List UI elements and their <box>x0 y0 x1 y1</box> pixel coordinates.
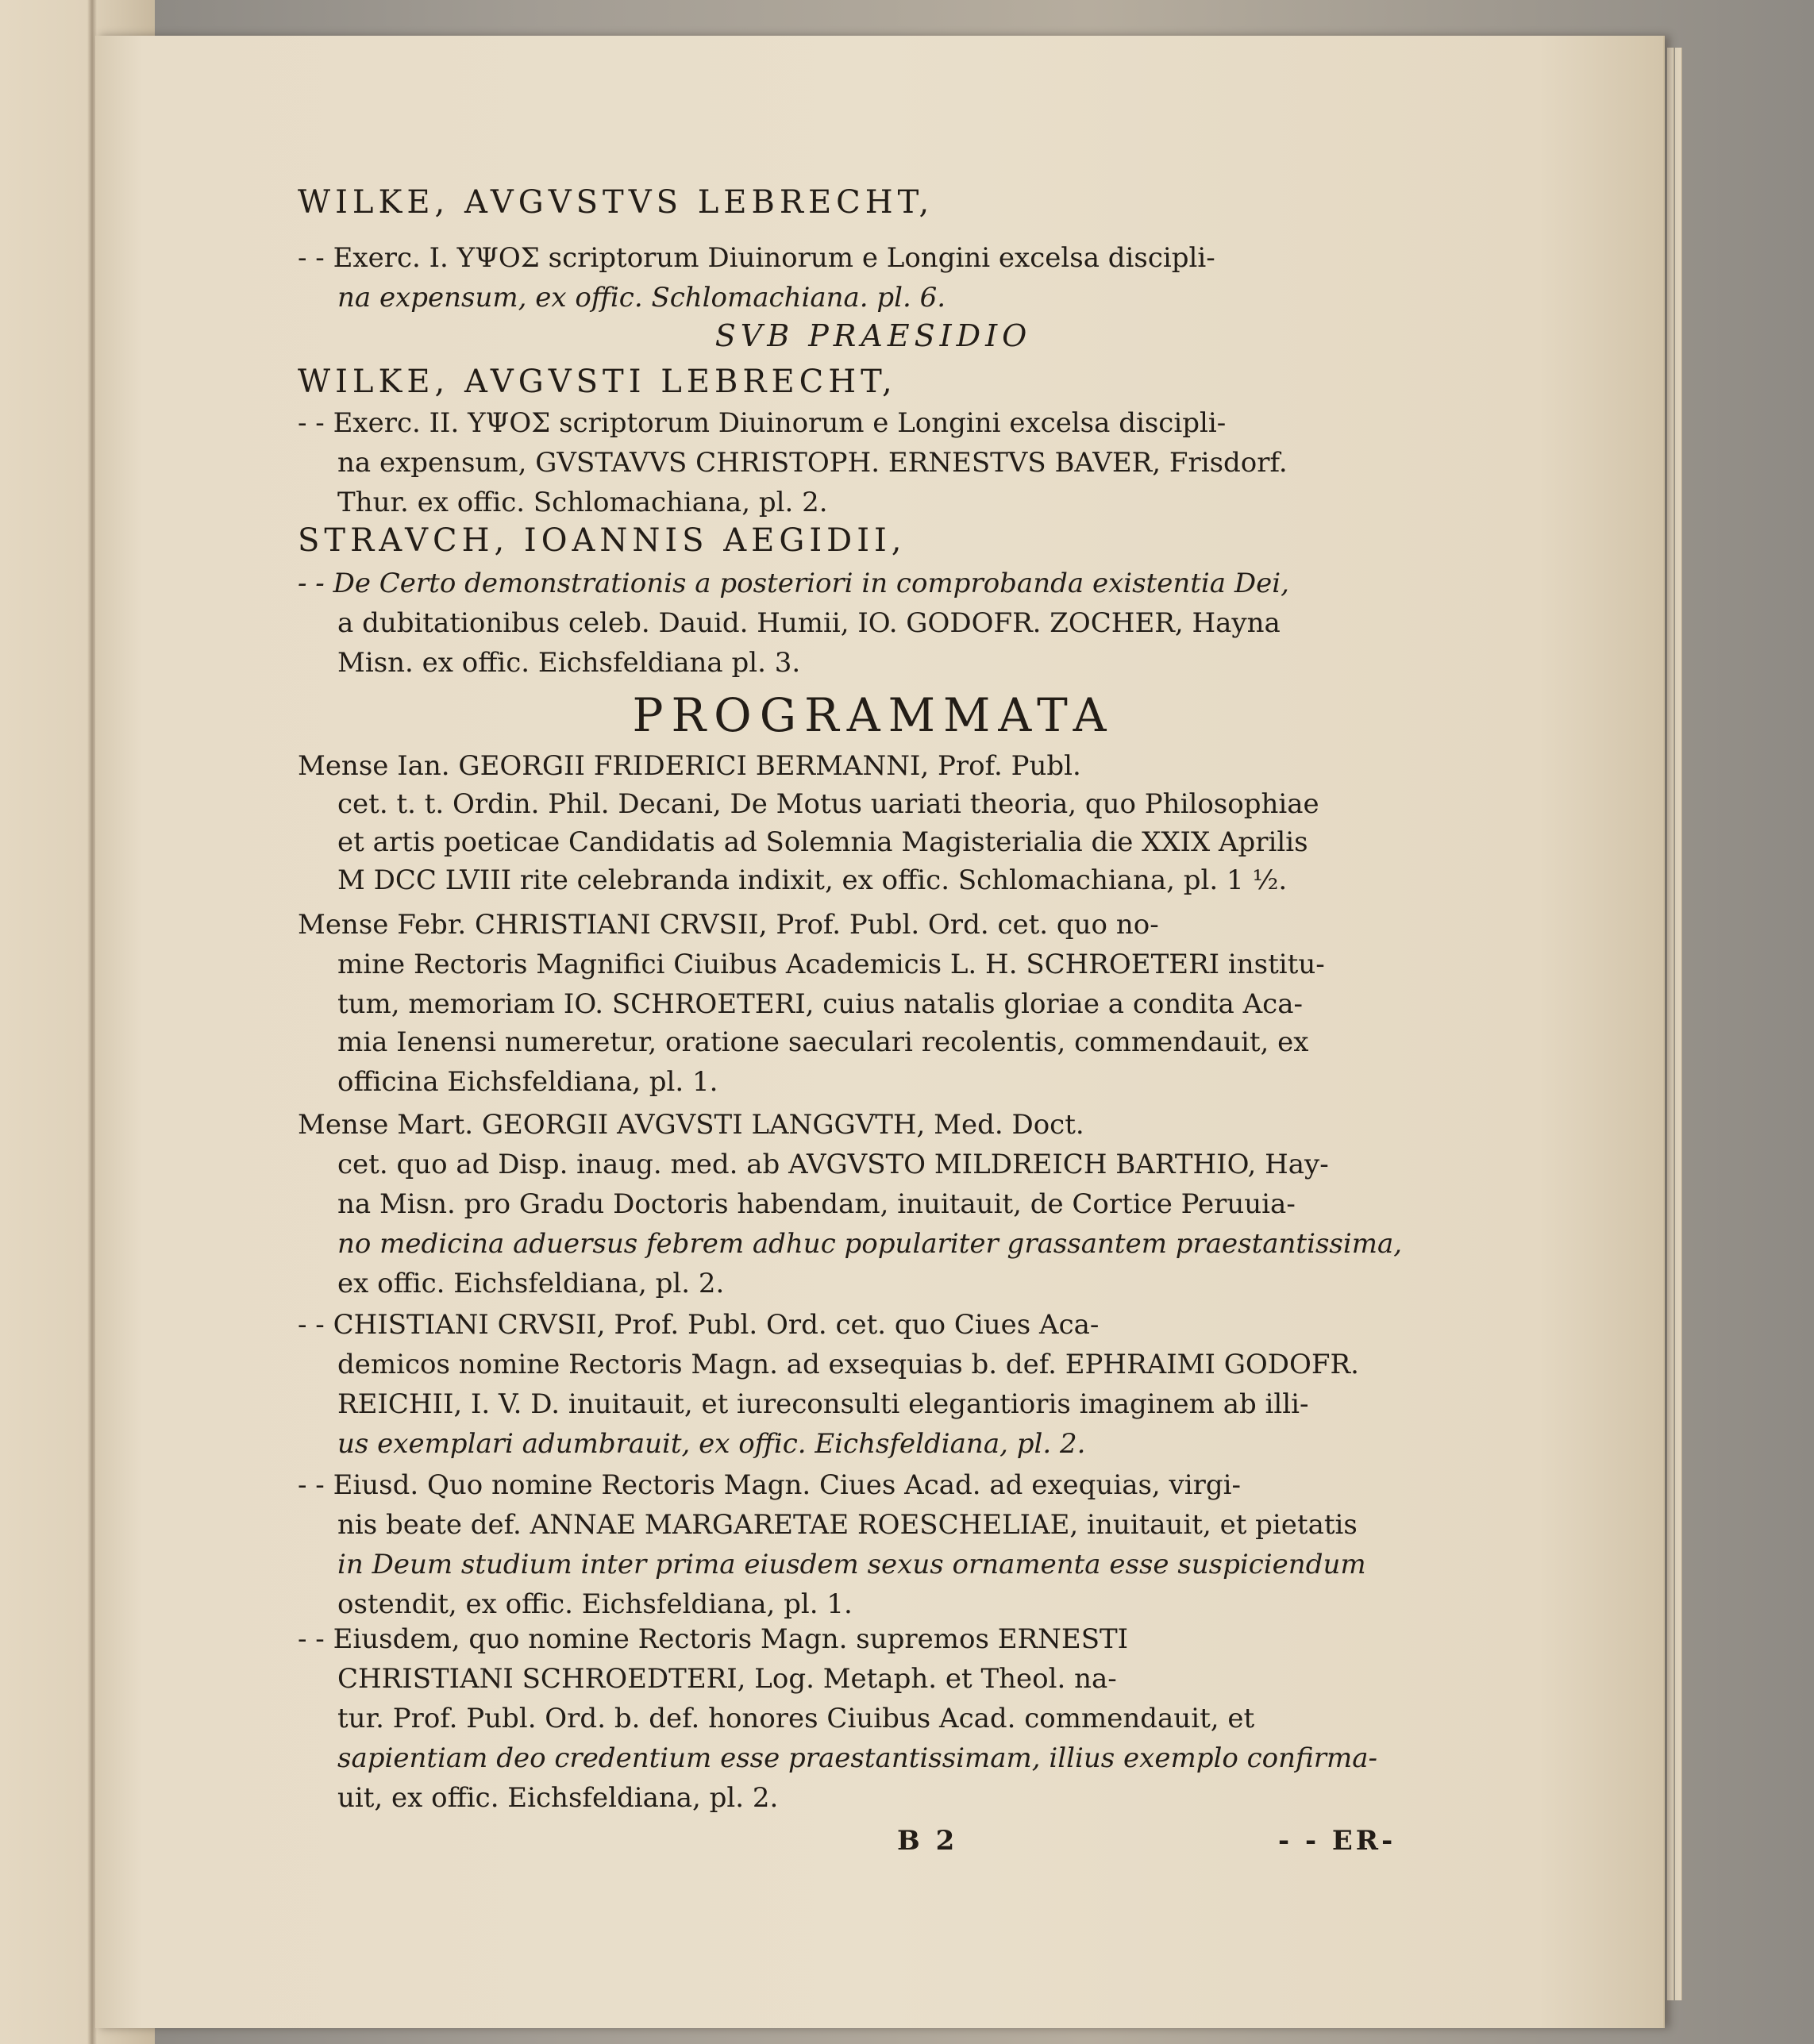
subheading: SVB PRAESIDIO <box>714 318 1032 353</box>
entry-author: WILKE, AVGVSTVS LEBRECHT, <box>298 184 934 221</box>
text-line: officina Eichsfeldiana, pl. 1. <box>337 1066 718 1098</box>
text-line: tum, memoriam IO. SCHROETERI, cuius natalis gloriae a condita Aca- <box>337 988 1303 1020</box>
text-line: et artis poeticae Candidatis ad Solemnia Magisterialia die XXIX Aprilis <box>337 826 1308 858</box>
text-line: - - CHISTIANI CRVSII, Prof. Publ. Ord. cet. quo Ciues Aca- <box>298 1309 1100 1341</box>
signature-mark: B 2 <box>897 1825 958 1857</box>
text-line: in Deum studium inter prima eiusdem sexus ornamenta esse suspiciendum <box>337 1549 1366 1580</box>
text-line: - - Eiusd. Quo nomine Rectoris Magn. Ciues Acad. ad exequias, virgi- <box>298 1469 1242 1501</box>
text-line: ostendit, ex offic. Eichsfeldiana, pl. 1. <box>337 1588 853 1620</box>
text-line: Mense Ian. GEORGII FRIDERICI BERMANNI, Prof. Publ. <box>298 750 1081 782</box>
text-line: us exemplari adumbrauit, ex offic. Eichsfeldiana, pl. 2. <box>337 1428 1086 1460</box>
text-line: - - Eiusdem, quo nomine Rectoris Magn. supremos ERNESTI <box>298 1623 1129 1655</box>
text-line: na expensum, GVSTAVVS CHRISTOPH. ERNESTVS BAVER, Frisdorf. <box>337 447 1288 479</box>
text-line: sapientiam deo credentium esse praestantissimam, illius exemplo confirma- <box>337 1742 1377 1774</box>
text-line: ex offic. Eichsfeldiana, pl. 2. <box>337 1268 725 1299</box>
text-line: cet. quo ad Disp. inaug. med. ab AVGVSTO MILDREICH BARTHIO, Hay- <box>337 1149 1329 1180</box>
text-line: cet. t. t. Ordin. Phil. Decani, De Motus uariati theoria, quo Philosophiae <box>337 788 1319 820</box>
text-line: uit, ex offic. Eichsfeldiana, pl. 2. <box>337 1782 779 1814</box>
text-line: nis beate def. ANNAE MARGARETAE ROESCHELIAE, inuitauit, et pietatis <box>337 1509 1358 1541</box>
text-line: na Misn. pro Gradu Doctoris habendam, inuitauit, de Cortice Peruuia- <box>337 1188 1296 1220</box>
text-line: mine Rectoris Magnifici Ciuibus Academicis L. H. SCHROETERI institu- <box>337 949 1325 980</box>
text-line: - - De Certo demonstrationis a posteriori in comprobanda existentia Dei, <box>298 568 1289 599</box>
text-line: Mense Mart. GEORGII AVGVSTI LANGGVTH, Med. Doct. <box>298 1109 1084 1141</box>
text-line: REICHII, I. V. D. inuitauit, et iureconsulti elegantioris imaginem ab illi- <box>337 1388 1309 1420</box>
text-line: - - Exerc. I. ΥΨΟΣ scriptorum Diuinorum e Longini excelsa discipli- <box>298 242 1215 274</box>
text-line: - - Exerc. II. ΥΨΟΣ scriptorum Diuinorum e Longini excelsa discipli- <box>298 407 1227 439</box>
page-edge-stack <box>1675 48 1682 2000</box>
entry-author: WILKE, AVGVSTI LEBRECHT, <box>298 364 897 400</box>
text-line: Misn. ex offic. Eichsfeldiana pl. 3. <box>337 647 801 679</box>
text-line: demicos nomine Rectoris Magn. ad exsequias b. def. EPHRAIMI GODOFR. <box>337 1349 1359 1380</box>
catchword: - - ER- <box>1278 1825 1396 1857</box>
text-line: Thur. ex offic. Schlomachiana, pl. 2. <box>337 487 828 518</box>
page-edge-stack <box>1667 48 1674 2000</box>
text-line: CHRISTIANI SCHROEDTERI, Log. Metaph. et Theol. na- <box>337 1663 1117 1695</box>
text-line: a dubitationibus celeb. Dauid. Humii, IO. GODOFR. ZOCHER, Hayna <box>337 607 1281 639</box>
text-line: Mense Febr. CHRISTIANI CRVSII, Prof. Publ. Ord. cet. quo no- <box>298 909 1159 941</box>
text-line: na expensum, ex offic. Schlomachiana. pl. 6. <box>337 282 946 314</box>
text-line: tur. Prof. Publ. Ord. b. def. honores Ciuibus Acad. commendauit, et <box>337 1703 1255 1734</box>
text-line: mia Ienensi numeretur, oratione saeculari recolentis, commendauit, ex <box>337 1026 1309 1058</box>
text-line: no medicina aduersus febrem adhuc populariter grassantem praestantissima, <box>337 1228 1403 1260</box>
entry-author: STRAVCH, IOANNIS AEGIDII, <box>298 522 907 559</box>
section-heading: PROGRAMMATA <box>632 688 1115 742</box>
text-line: M DCC LVIII rite celebranda indixit, ex offic. Schlomachiana, pl. 1 ½. <box>337 864 1288 896</box>
